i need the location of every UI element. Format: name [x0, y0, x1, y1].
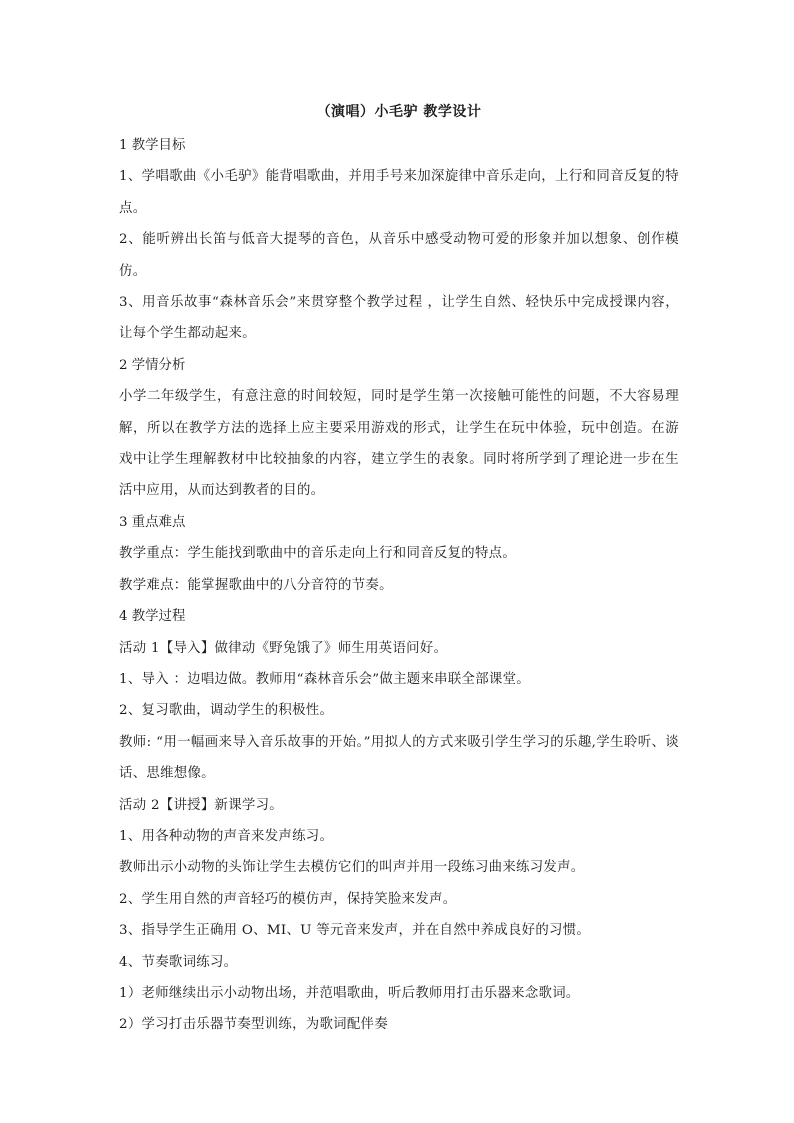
paragraph: 1、学唱歌曲《小毛驴》能背唱歌曲，并用手号来加深旋律中音乐走向，上行和同音反复的特点。: [119, 169, 679, 216]
paragraph: 2、学生用自然的声音轻巧的模仿声，保持笑脸来发声。: [119, 891, 457, 907]
paragraph: 3、用音乐故事“森林音乐会”来贯穿整个教学过程 ，让学生自然、轻快乐中完成授课内容，让每个学生都动起来。: [119, 295, 679, 342]
document-title: （演唱）小毛驴 教学设计: [316, 104, 482, 120]
paragraph: 3、指导学生正确用 O、MI、U 等元音来发声，并在自然中养成良好的习惯。: [119, 923, 591, 939]
paragraph: 4、节奏歌词练习。: [119, 954, 238, 970]
section-heading-objectives: 1 教学目标: [119, 138, 186, 153]
paragraph: 教师: “用一幅画来导入音乐故事的开始。”用拟人的方式来吸引学生学习的乐趣,学生聆听、谈话、思维想像。: [119, 734, 679, 782]
paragraph: 活动 1【导入】做律动《野兔饿了》师生用英语问好。: [119, 640, 448, 656]
paragraph: 2、能听辨出长笛与低音大提琴的音色，从音乐中感受动物可爱的形象并加以想象、创作模仿。: [119, 232, 679, 279]
paragraph: 2）学习打击乐器节奏型训练，为歌词配伴奏: [119, 1017, 388, 1033]
paragraph: 教学重点：学生能找到歌曲中的音乐走向上行和同音反复的特点。: [119, 546, 517, 562]
paragraph: 教师出示小动物的头饰让学生去模仿它们的叫声并用一段练习曲来练习发声。: [119, 860, 585, 876]
paragraph: 1）老师继续出示小动物出场，并范唱歌曲，听后教师用打击乐器来念歌词。: [119, 985, 580, 1001]
paragraph: 2、复习歌曲，调动学生的积极性。: [119, 703, 334, 719]
paragraph: 教学难点：能掌握歌曲中的八分音符的节奏。: [119, 577, 393, 593]
section-heading-key-points: 3 重点难点: [119, 514, 186, 530]
paragraph: 1、用各种动物的声音来发声练习。: [119, 828, 334, 844]
section-heading-analysis: 2 学情分析: [119, 357, 186, 373]
section-heading-process: 4 教学过程: [119, 609, 186, 625]
document-page: [119, 100, 679, 1041]
paragraph: 活动 2【讲授】新课学习。: [119, 797, 283, 813]
paragraph: 小学二年级学生，有意注意的时间较短，同时是学生第一次接触可能性的问题，不大容易理解，所以在教学方法的选择上应主要采用游戏的形式，让学生在玩中体验，玩中创造。在游戏中让学生理解教材中比较抽象的内容，建立学生的表象。同时将所学到了理论进一步在生活中应用，从而达到教者的目的。: [119, 389, 679, 499]
paragraph: 1、导入 ：边唱边做。教师用“森林音乐会”做主题来串联全部课堂。: [119, 671, 531, 687]
